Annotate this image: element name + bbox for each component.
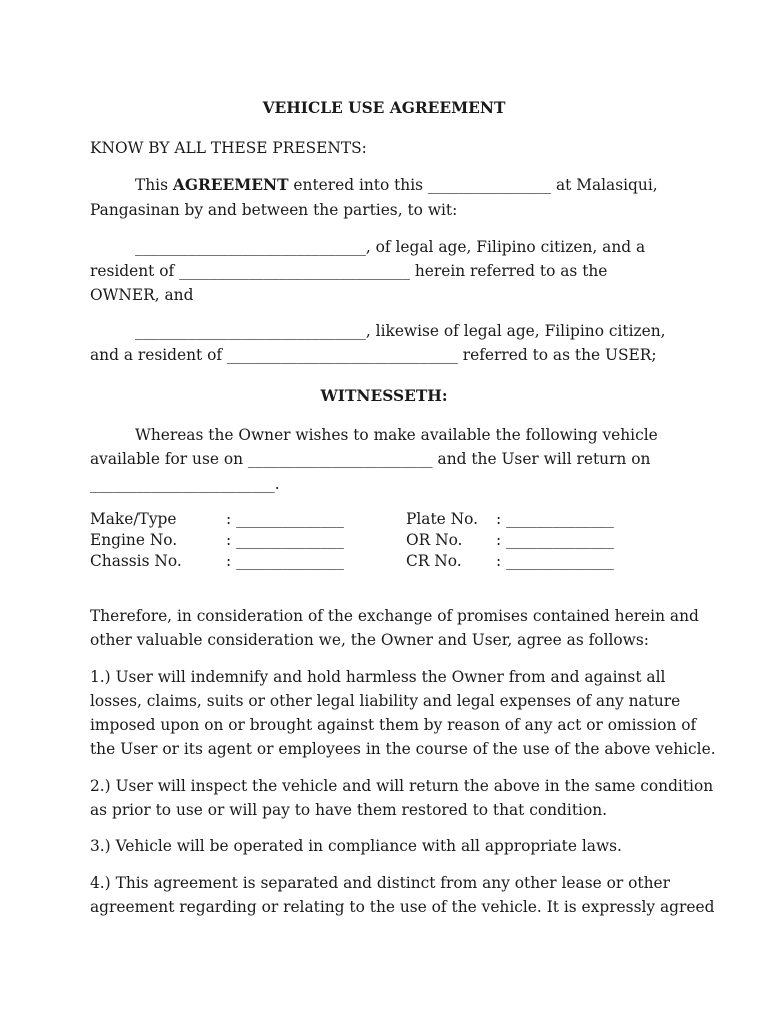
field-label: Engine No. [90, 531, 178, 549]
owner-line-2: resident of ______________________________ herein referred to as the [90, 262, 608, 280]
field-label: Make/Type [90, 510, 177, 528]
owner-line-1: ______________________________, of legal age, Filipino citizen, and a [135, 238, 646, 256]
clause-3-line: 3.) Vehicle will be operated in compliance with all appropriate laws. [90, 837, 622, 855]
document-title: VEHICLE USE AGREEMENT [262, 99, 506, 117]
whereas-line-2: available for use on ________________________ and the User will return on [90, 450, 651, 468]
clause-4-line: 4.) This agreement is separated and distinct from any other lease or other [90, 874, 670, 892]
field-value-blank: : ______________ [226, 510, 344, 528]
whereas-line-3: ________________________. [90, 475, 280, 493]
therefore-line-2: other valuable consideration we, the Owner and User, agree as follows: [90, 631, 649, 649]
know-by-all-line: KNOW BY ALL THESE PRESENTS: [90, 139, 367, 157]
field-label: CR No. [406, 552, 462, 570]
clause-2-line: 2.) User will inspect the vehicle and will return the above in the same condition [90, 777, 714, 795]
clause-1-line: losses, claims, suits or other legal liability and legal expenses of any nature [90, 692, 681, 710]
field-label: Plate No. [406, 510, 478, 528]
field-label: OR No. [406, 531, 463, 549]
owner-line-3: OWNER, and [90, 286, 194, 304]
user-line-1: ______________________________, likewise of legal age, Filipino citizen, [135, 322, 666, 340]
field-value-blank: : ______________ [226, 552, 344, 570]
intro-this: This [135, 176, 173, 194]
clause-2-line: as prior to use or will pay to have them restored to that condition. [90, 801, 608, 819]
intro-line-2: Pangasinan by and between the parties, to wit: [90, 201, 458, 219]
clause-1-line: the User or its agent or employees in the course of the use of the above vehicle. [90, 740, 716, 758]
intro-agreement-bold: AGREEMENT [172, 176, 289, 194]
clause-1-line: 1.) User will indemnify and hold harmless the Owner from and against all [90, 668, 666, 686]
field-value-blank: : ______________ [496, 531, 614, 549]
clause-4-line: agreement regarding or relating to the use of the vehicle. It is expressly agreed [90, 898, 715, 916]
whereas-line-1: Whereas the Owner wishes to make available the following vehicle [135, 426, 658, 444]
field-label: Chassis No. [90, 552, 182, 570]
user-line-2: and a resident of ______________________________ referred to as the USER; [90, 346, 657, 364]
intro-rest: entered into this ________________ at Malasiqui, [288, 176, 658, 194]
field-value-blank: : ______________ [496, 510, 614, 528]
intro-line-1 [135, 175, 658, 195]
therefore-line-1: Therefore, in consideration of the exchange of promises contained herein and [90, 607, 699, 625]
clause-1-line: imposed upon on or brought against them by reason of any act or omission of [90, 716, 697, 734]
witnesseth-heading: WITNESSETH: [320, 387, 448, 405]
field-value-blank: : ______________ [496, 552, 614, 570]
field-value-blank: : ______________ [226, 531, 344, 549]
